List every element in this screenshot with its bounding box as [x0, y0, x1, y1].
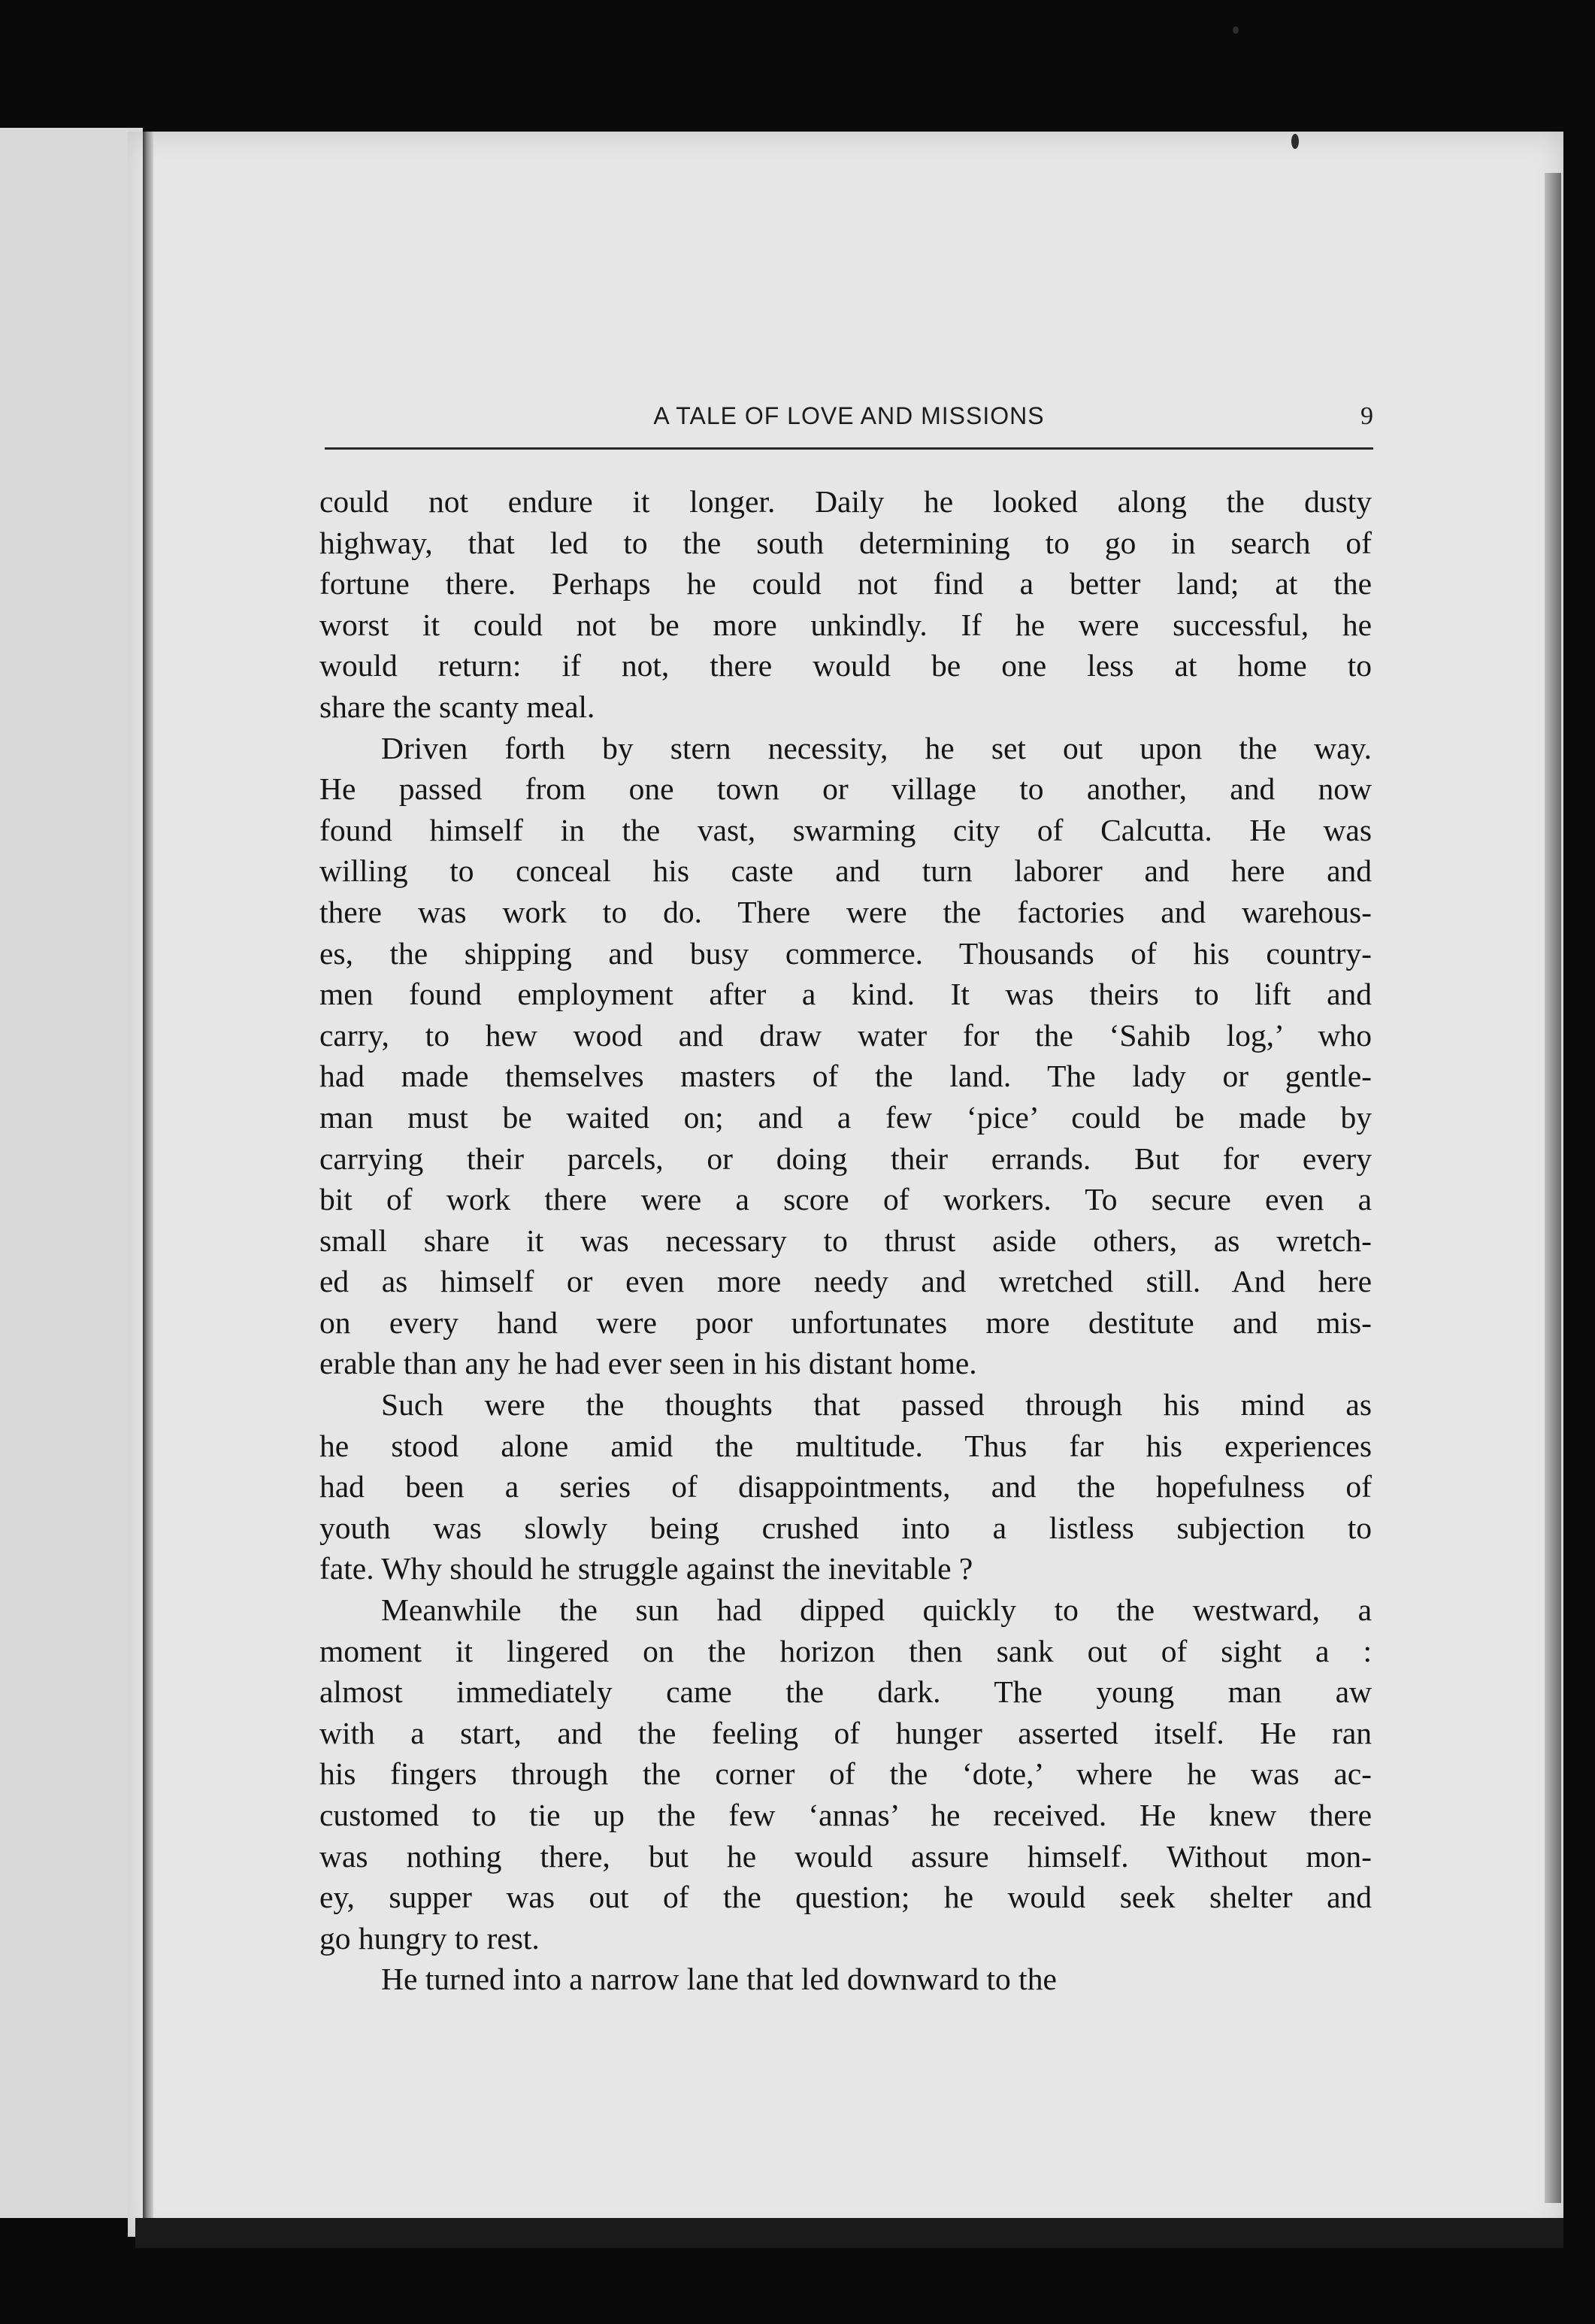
text-line: share the scanty meal.	[319, 689, 595, 724]
text-line: there was work to do. There were the factories and warehous-	[319, 894, 1372, 929]
text-line: go hungry to rest.	[319, 1920, 540, 1956]
page-right-edge-shadow	[1545, 173, 1561, 2203]
scan-speck	[1233, 26, 1239, 34]
text-line: Meanwhile the sun had dipped quickly to the westward, a	[381, 1592, 1372, 1628]
text-line: customed to tie up the few ‘annas’ he received. He knew there	[319, 1798, 1372, 1832]
text-line: es, the shipping and busy commerce. Thousands of his country-	[319, 935, 1372, 971]
text-line: men found employment after a kind. It was theirs to lift and	[319, 977, 1372, 1012]
text-line: on every hand were poor unfortunates more destitute and mis-	[319, 1304, 1372, 1340]
text-line: worst it could not be more unkindly. If he were successful, he	[319, 607, 1372, 642]
running-title: A TALE OF LOVE AND MISSIONS	[653, 402, 1045, 429]
text-line: youth was slowly being crushed into a listless subjection to	[319, 1510, 1372, 1545]
text-line: carrying their parcels, or doing their errands. But for every	[319, 1141, 1372, 1176]
text-line: He passed from one town or village to another, and now	[319, 771, 1372, 807]
paragraph	[319, 1959, 1372, 2000]
text-line: had made themselves masters of the land. The lady or gentle-	[319, 1059, 1372, 1094]
page-gutter-shadow	[143, 132, 153, 2222]
text-line: moment it lingered on the horizon then sank out of sight a :	[319, 1633, 1372, 1668]
paragraph	[319, 728, 1372, 1385]
page-bottom-edge	[135, 2218, 1563, 2248]
header-rule	[325, 447, 1373, 450]
text-line: small share it was necessary to thrust aside others, as wretch-	[319, 1223, 1372, 1258]
text-line: bit of work there were a score of workers. To secure even a	[319, 1182, 1372, 1217]
text-line: his fingers through the corner of the ‘dote,’ where he was ac-	[319, 1756, 1372, 1792]
text-line: fortune there. Perhaps he could not find a better land; at the	[319, 566, 1372, 601]
text-line: had been a series of disappointments, and the hopefulness of	[319, 1469, 1372, 1504]
text-line: ey, supper was out of the question; he would seek shelter and	[319, 1880, 1372, 1915]
text-line: he stood alone amid the multitude. Thus far his experiences	[319, 1428, 1372, 1463]
running-head	[325, 402, 1373, 440]
text-line: carry, to hew wood and draw water for the ‘Sahib log,’ who	[319, 1017, 1372, 1053]
text-line: He turned into a narrow lane that led downward to the	[381, 1962, 1057, 1997]
text-line: almost immediately came the dark. The young man aw	[319, 1674, 1372, 1710]
body-text	[319, 481, 1372, 2000]
text-line: erable than any he had ever seen in his distant home.	[319, 1346, 977, 1381]
paragraph	[319, 1384, 1372, 1589]
text-line: was nothing there, but he would assure himself. Without mon-	[319, 1838, 1372, 1874]
text-line: could not endure it longer. Daily he looked along the dusty	[319, 484, 1372, 519]
text-line: man must be waited on; and a few ‘pice’ could be made by	[319, 1099, 1372, 1135]
paragraph	[319, 481, 1372, 728]
paragraph	[319, 1589, 1372, 1959]
text-line: fate. Why should he struggle against the inevitable ?	[319, 1551, 973, 1586]
text-line: willing to conceal his caste and turn laborer and here and	[319, 853, 1372, 889]
page-number: 9	[1360, 402, 1373, 430]
text-line: with a start, and the feeling of hunger asserted itself. He ran	[319, 1715, 1372, 1750]
text-line: found himself in the vast, swarming city of Calcutta. He was	[319, 812, 1372, 847]
text-line: Such were the thoughts that passed through his mind as	[381, 1387, 1372, 1423]
text-line: would return: if not, there would be one less at home to	[319, 648, 1372, 683]
text-line: ed as himself or even more needy and wretched still. And here	[319, 1264, 1372, 1299]
scan-speck	[1291, 134, 1299, 149]
text-line: highway, that led to the south determining to go in search of	[319, 525, 1372, 560]
facing-page-edge	[0, 128, 143, 2218]
text-line: Driven forth by stern necessity, he set out upon the way.	[381, 730, 1372, 765]
